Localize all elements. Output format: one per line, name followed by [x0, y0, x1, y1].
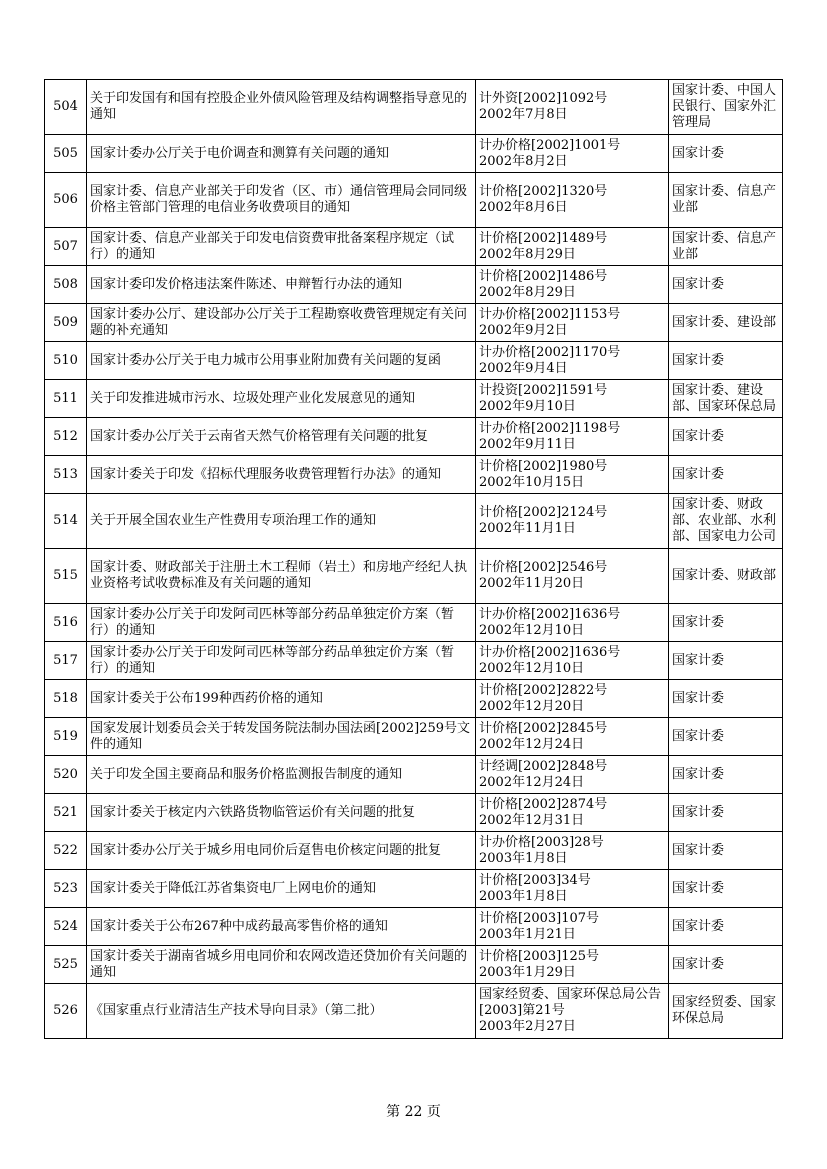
title-cell	[87, 642, 476, 680]
cell-title: 关于印发国有和国有控股企业外债风险管理及结构调整指导意见的通知	[90, 91, 468, 122]
row-number-cell	[45, 642, 87, 680]
cell-date: 2003年1月29日	[479, 964, 576, 980]
title-cell	[87, 604, 476, 642]
cell-date: 2002年12月24日	[479, 774, 585, 790]
issuer-cell	[669, 228, 783, 266]
title-cell	[87, 80, 476, 135]
cell-title: 国家计委关于降低江苏省集资电厂上网电价的通知	[90, 880, 377, 896]
title-cell	[87, 832, 476, 870]
cell-date: 2002年8月29日	[479, 284, 576, 300]
cell-doc: 计办价格[2002]1001号	[479, 137, 621, 153]
issuer-cell	[669, 456, 783, 494]
cell-title: 国家计委关于核定内六铁路货物临管运价有关问题的批复	[90, 804, 416, 820]
row-number-cell	[45, 342, 87, 380]
cell-num: 515	[53, 568, 78, 583]
cell-date: 2002年10月15日	[479, 474, 585, 490]
row-number-cell	[45, 832, 87, 870]
issuer-cell	[669, 870, 783, 908]
document-table	[44, 79, 783, 1039]
issuer-cell	[669, 718, 783, 756]
document-number-cell	[476, 456, 669, 494]
table-row	[45, 494, 783, 549]
cell-doc: 计价格[2003]107号	[479, 910, 600, 926]
cell-issuer: 国家计委、信息产业部	[672, 230, 777, 262]
row-number-cell	[45, 380, 87, 418]
table-row	[45, 228, 783, 266]
issuer-cell	[669, 794, 783, 832]
row-number-cell	[45, 494, 87, 549]
cell-doc: 计价格[2002]1320号	[479, 184, 608, 199]
issuer-cell	[669, 946, 783, 984]
cell-date: 2002年8月6日	[479, 200, 568, 215]
cell-issuer: 国家计委	[672, 276, 725, 292]
cell-doc: 计价格[2002]2546号	[479, 560, 608, 575]
cell-title: 国家计委办公厅、建设部办公厅关于工程勘察收费管理规定有关问题的补充通知	[90, 306, 468, 338]
cell-title: 国家计委办公厅关于电力城市公用事业附加费有关问题的复函	[90, 352, 442, 368]
cell-date: 2002年11月20日	[479, 576, 585, 591]
cell-issuer: 国家计委	[672, 466, 725, 482]
cell-doc: 计价格[2002]2845号	[479, 720, 608, 736]
cell-issuer: 国家计委	[672, 880, 725, 896]
cell-num: 518	[53, 690, 78, 706]
document-number-cell	[476, 642, 669, 680]
row-number-cell	[45, 135, 87, 173]
table-row	[45, 756, 783, 794]
cell-num: 505	[53, 145, 78, 161]
cell-title: 国家计委办公厅关于印发阿司匹林等部分药品单独定价方案（暂行）的通知	[90, 606, 455, 638]
table-row	[45, 642, 783, 680]
document-number-cell	[476, 832, 669, 870]
cell-date: 2002年8月2日	[479, 153, 568, 169]
table-row	[45, 549, 783, 604]
cell-issuer: 国家计委、中国人民银行、国家外汇管理局	[672, 83, 777, 130]
document-number-cell	[476, 680, 669, 718]
title-cell	[87, 946, 476, 984]
row-number-cell	[45, 756, 87, 794]
cell-date: 2003年1月8日	[479, 850, 568, 866]
row-number-cell	[45, 173, 87, 228]
cell-issuer: 国家计委	[672, 766, 725, 782]
cell-title: 关于印发推进城市污水、垃圾处理产业化发展意见的通知	[90, 390, 416, 406]
table-row	[45, 80, 783, 135]
table-row	[45, 908, 783, 946]
cell-title: 国家计委印发价格违法案件陈述、申辩暂行办法的通知	[90, 276, 403, 292]
cell-num: 516	[53, 614, 78, 630]
row-number-cell	[45, 870, 87, 908]
table-row	[45, 456, 783, 494]
cell-doc: 计办价格[2003]28号	[479, 834, 604, 850]
row-number-cell	[45, 549, 87, 604]
title-cell	[87, 908, 476, 946]
cell-issuer: 国家计委	[672, 428, 725, 444]
issuer-cell	[669, 642, 783, 680]
cell-issuer: 国家计委、财政部	[672, 568, 777, 583]
cell-title: 关于印发全国主要商品和服务价格监测报告制度的通知	[90, 766, 403, 782]
issuer-cell	[669, 756, 783, 794]
cell-issuer: 国家计委	[672, 690, 725, 706]
cell-date: 2003年1月21日	[479, 926, 576, 942]
cell-num: 522	[53, 842, 78, 858]
row-number-cell	[45, 80, 87, 135]
title-cell	[87, 456, 476, 494]
document-number-cell	[476, 380, 669, 418]
table-row	[45, 604, 783, 642]
issuer-cell	[669, 984, 783, 1039]
cell-title: 国家计委关于公布199种西药价格的通知	[90, 690, 323, 706]
table-row	[45, 718, 783, 756]
cell-doc: 计外资[2002]1092号	[479, 91, 608, 106]
title-cell	[87, 870, 476, 908]
issuer-cell	[669, 266, 783, 304]
issuer-cell	[669, 549, 783, 604]
table-row	[45, 832, 783, 870]
title-cell	[87, 266, 476, 304]
cell-date: 2002年9月11日	[479, 436, 576, 452]
document-number-cell	[476, 794, 669, 832]
title-cell	[87, 173, 476, 228]
cell-doc: 国家经贸委、国家环保总局公告[2003]第21号	[479, 987, 662, 1018]
document-number-cell	[476, 418, 669, 456]
document-number-cell	[476, 342, 669, 380]
issuer-cell	[669, 832, 783, 870]
table-row	[45, 342, 783, 380]
table-row	[45, 135, 783, 173]
cell-title: 国家计委、财政部关于注册土木工程师（岩土）和房地产经纪人执业资格考试收费标准及有关问题的通知	[90, 560, 468, 591]
cell-num: 513	[53, 466, 78, 482]
cell-num: 509	[53, 314, 78, 330]
document-number-cell	[476, 80, 669, 135]
issuer-cell	[669, 680, 783, 718]
cell-doc: 计办价格[2002]1636号	[479, 644, 621, 660]
cell-issuer: 国家经贸委、国家环保总局	[672, 995, 777, 1026]
title-cell	[87, 984, 476, 1039]
cell-num: 521	[53, 804, 78, 820]
cell-num: 520	[53, 766, 78, 782]
cell-title: 国家计委关于湖南省城乡用电同价和农网改造还贷加价有关问题的通知	[90, 948, 468, 980]
cell-title: 国家计委办公厅关于云南省天然气价格管理有关问题的批复	[90, 428, 429, 444]
cell-doc: 计办价格[2002]1153号	[479, 306, 621, 322]
issuer-cell	[669, 418, 783, 456]
cell-title: 国家计委办公厅关于城乡用电同价后趸售电价核定问题的批复	[90, 842, 442, 858]
cell-doc: 计办价格[2002]1170号	[479, 344, 621, 360]
title-cell	[87, 756, 476, 794]
document-number-cell	[476, 946, 669, 984]
cell-date: 2002年9月10日	[479, 398, 576, 414]
issuer-cell	[669, 380, 783, 418]
cell-num: 526	[53, 1003, 78, 1018]
cell-date: 2002年12月20日	[479, 698, 585, 714]
cell-issuer: 国家计委、信息产业部	[672, 184, 777, 215]
page-number: 第 22 页	[386, 1104, 441, 1120]
cell-title: 国家计委关于公布267种中成药最高零售价格的通知	[90, 918, 388, 934]
title-cell	[87, 304, 476, 342]
document-number-cell	[476, 266, 669, 304]
table-row	[45, 380, 783, 418]
row-number-cell	[45, 418, 87, 456]
row-number-cell	[45, 984, 87, 1039]
title-cell	[87, 794, 476, 832]
cell-title: 国家计委关于印发《招标代理服务收费管理暂行办法》的通知	[90, 466, 442, 482]
row-number-cell	[45, 604, 87, 642]
cell-num: 512	[53, 428, 78, 444]
title-cell	[87, 549, 476, 604]
issuer-cell	[669, 135, 783, 173]
table-row	[45, 680, 783, 718]
row-number-cell	[45, 228, 87, 266]
cell-title: 《国家重点行业清洁生产技术导向目录》（第二批）	[90, 1003, 383, 1018]
document-number-cell	[476, 984, 669, 1039]
cell-doc: 计办价格[2002]1636号	[479, 606, 621, 622]
cell-num: 514	[53, 513, 78, 528]
cell-doc: 计价格[2002]2874号	[479, 796, 608, 812]
cell-issuer: 国家计委	[672, 804, 725, 820]
cell-title: 国家计委办公厅关于电价调查和测算有关问题的通知	[90, 145, 390, 161]
cell-num: 506	[53, 192, 78, 207]
cell-date: 2002年7月8日	[479, 107, 568, 122]
row-number-cell	[45, 456, 87, 494]
table-body	[45, 80, 783, 1039]
table-row	[45, 984, 783, 1039]
cell-doc: 计投资[2002]1591号	[479, 382, 608, 398]
row-number-cell	[45, 304, 87, 342]
cell-doc: 计价格[2002]1980号	[479, 458, 608, 474]
cell-num: 519	[53, 728, 78, 744]
cell-title: 国家计委办公厅关于印发阿司匹林等部分药品单独定价方案（暂行）的通知	[90, 644, 455, 676]
cell-num: 525	[53, 956, 78, 972]
cell-title: 国家计委、信息产业部关于印发电信资费审批备案程序规定（试行）的通知	[90, 230, 455, 262]
row-number-cell	[45, 680, 87, 718]
cell-num: 507	[53, 238, 78, 254]
cell-issuer: 国家计委	[672, 145, 725, 161]
document-number-cell	[476, 304, 669, 342]
cell-date: 2002年8月29日	[479, 246, 576, 262]
issuer-cell	[669, 908, 783, 946]
cell-issuer: 国家计委	[672, 614, 725, 630]
cell-issuer: 国家计委、财政部、农业部、水利部、国家电力公司	[672, 497, 777, 544]
issuer-cell	[669, 80, 783, 135]
row-number-cell	[45, 946, 87, 984]
cell-date: 2002年12月10日	[479, 660, 585, 676]
cell-date: 2002年9月4日	[479, 360, 568, 376]
cell-title: 关于开展全国农业生产性费用专项治理工作的通知	[90, 513, 377, 528]
cell-date: 2002年12月10日	[479, 622, 585, 638]
cell-date: 2002年9月2日	[479, 322, 568, 338]
cell-title: 国家发展计划委员会关于转发国务院法制办国法函[2002]259号文件的通知	[90, 720, 471, 752]
cell-doc: 计价格[2002]1486号	[479, 268, 608, 284]
document-number-cell	[476, 549, 669, 604]
document-number-cell	[476, 494, 669, 549]
cell-num: 524	[53, 918, 78, 934]
document-number-cell	[476, 604, 669, 642]
cell-doc: 计价格[2002]2822号	[479, 682, 608, 698]
title-cell	[87, 718, 476, 756]
table-row	[45, 794, 783, 832]
cell-num: 523	[53, 880, 78, 896]
cell-doc: 计办价格[2002]1198号	[479, 420, 621, 436]
cell-num: 510	[53, 352, 78, 368]
cell-doc: 计经调[2002]2848号	[479, 758, 608, 774]
cell-doc: 计价格[2003]125号	[479, 948, 600, 964]
cell-issuer: 国家计委、建设部、国家环保总局	[672, 382, 777, 414]
cell-issuer: 国家计委	[672, 842, 725, 858]
cell-doc: 计价格[2002]2124号	[479, 505, 608, 520]
document-number-cell	[476, 908, 669, 946]
cell-issuer: 国家计委	[672, 918, 725, 934]
document-number-cell	[476, 135, 669, 173]
cell-num: 511	[53, 390, 78, 406]
row-number-cell	[45, 718, 87, 756]
title-cell	[87, 342, 476, 380]
cell-date: 2003年2月27日	[479, 1019, 576, 1034]
document-number-cell	[476, 173, 669, 228]
issuer-cell	[669, 304, 783, 342]
cell-num: 517	[53, 652, 78, 668]
cell-issuer: 国家计委	[672, 728, 725, 744]
title-cell	[87, 680, 476, 718]
cell-issuer: 国家计委	[672, 652, 725, 668]
cell-issuer: 国家计委	[672, 956, 725, 972]
title-cell	[87, 494, 476, 549]
title-cell	[87, 228, 476, 266]
table-row	[45, 418, 783, 456]
row-number-cell	[45, 908, 87, 946]
title-cell	[87, 418, 476, 456]
title-cell	[87, 380, 476, 418]
row-number-cell	[45, 266, 87, 304]
document-number-cell	[476, 718, 669, 756]
cell-date: 2003年1月8日	[479, 888, 568, 904]
cell-doc: 计价格[2002]1489号	[479, 230, 608, 246]
cell-issuer: 国家计委	[672, 352, 725, 368]
issuer-cell	[669, 494, 783, 549]
table-row	[45, 304, 783, 342]
document-number-cell	[476, 228, 669, 266]
table-row	[45, 173, 783, 228]
cell-num: 508	[53, 276, 78, 292]
cell-date: 2002年11月1日	[479, 521, 576, 536]
table-row	[45, 946, 783, 984]
document-number-cell	[476, 870, 669, 908]
issuer-cell	[669, 342, 783, 380]
title-cell	[87, 135, 476, 173]
cell-date: 2002年12月31日	[479, 812, 585, 828]
table-row	[45, 266, 783, 304]
document-number-cell	[476, 756, 669, 794]
row-number-cell	[45, 794, 87, 832]
issuer-cell	[669, 173, 783, 228]
issuer-cell	[669, 604, 783, 642]
cell-issuer: 国家计委、建设部	[672, 314, 777, 330]
cell-title: 国家计委、信息产业部关于印发省（区、市）通信管理局会同同级价格主管部门管理的电信业务收费项目的通知	[90, 184, 468, 215]
table-row	[45, 870, 783, 908]
cell-doc: 计价格[2003]34号	[479, 872, 591, 888]
cell-num: 504	[53, 99, 78, 114]
cell-date: 2002年12月24日	[479, 736, 585, 752]
